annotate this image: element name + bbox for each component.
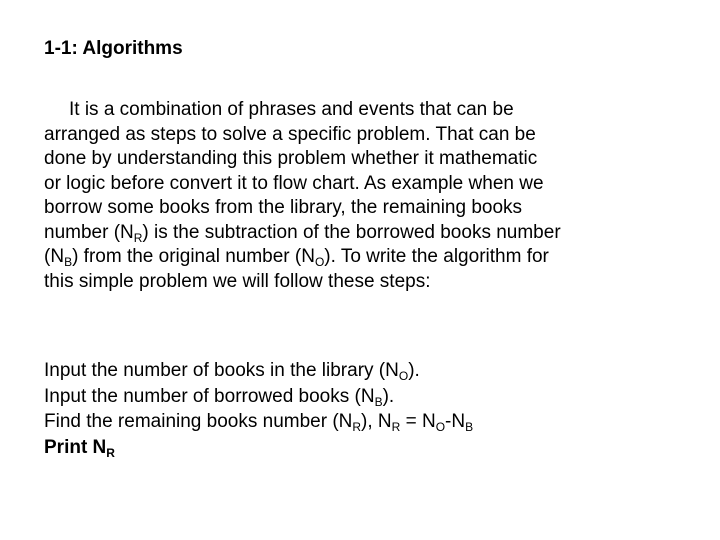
paragraph-line: borrow some books from the library, the remaining books [44,197,523,218]
paragraph-line: arranged as steps to solve a specific problem. That can be [44,123,536,145]
subscript: R [352,420,362,434]
subscript: O [398,369,409,383]
text-run: = N [400,411,436,432]
text-run: Input the number of borrowed books (N [44,385,375,407]
subscript: O [435,420,446,434]
paragraph-line [44,221,684,246]
section-heading: 1-1: Algorithms [44,38,183,59]
subscript: B [374,394,383,409]
paragraph-line: this simple problem we will follow these steps: [44,270,431,292]
step-2 [44,384,473,410]
subscript: R [133,230,143,245]
text-run: (N [44,246,65,267]
paragraph-line: It is a combination of phrases and events that can be [69,99,514,120]
text-run: ) is the subtraction of the borrowed books number [142,221,561,243]
text-run: number (N [44,221,134,243]
text-run: ). [408,360,420,381]
subscript: B [64,255,73,269]
paragraph-line: or logic before convert it to flow chart. As example when we [44,172,544,194]
subscript: B [465,420,474,434]
step-3 [44,409,473,435]
subscript: R [391,420,401,434]
algorithm-steps [44,358,473,460]
description-paragraph [44,98,684,294]
text-run: Print N [44,436,107,458]
paragraph-line: done by understanding this problem whether it mathematic [44,148,538,169]
subscript: O [314,255,325,269]
text-run: ) from the original number (N [72,246,315,267]
text-run: -N [445,411,466,432]
text-run: ). [382,385,395,407]
step-4 [44,435,473,461]
text-run: ). To write the algorithm for [324,246,549,267]
step-1 [44,358,473,384]
text-run: ), N [361,411,392,432]
paragraph-line [44,245,684,270]
text-run: Find the remaining books number (N [44,411,353,432]
text-run: Input the number of books in the library (N [44,360,399,381]
subscript: R [106,445,115,460]
